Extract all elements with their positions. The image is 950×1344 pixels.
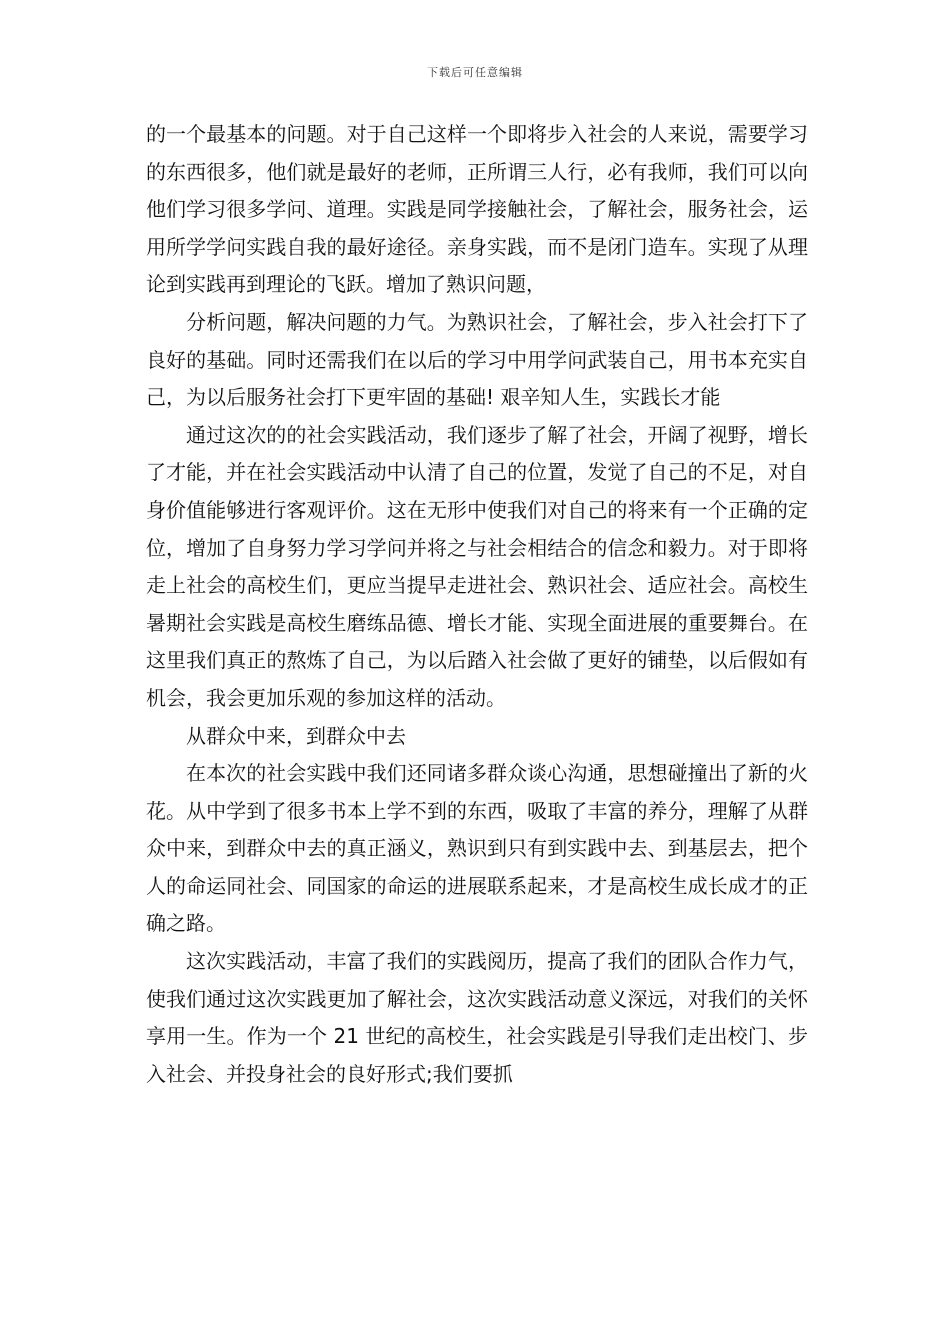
paragraph-4: 在本次的社会实践中我们还同诸多群众谈心沟通，思想碰撞出了新的火花。从中学到了很多书本上学不到的东西，吸取了丰富的养分，理解了从群众中来，到群众中去的真正涵义，熟识到只有到实践中去、到基层去，把个人的命运同社会、同国家的命运的进展联系起来，才是高校生成长成才的正确之路。 (146, 761, 808, 936)
document-body (146, 116, 808, 1093)
section-heading: 从群众中来，到群众中去 (186, 723, 406, 748)
paragraph-1: 的一个最基本的问题。对于自己这样一个即将步入社会的人来说，需要学习的东西很多，他们就是最好的老师，正所谓三人行，必有我师，我们可以向他们学习很多学问、道理。实践是同学接触社会，了解社会，服务社会，运用所学学问实践自我的最好途径。亲身实践，而不是闭门造车。实现了从理论到实践再到理论的飞跃。增加了熟识问题， (146, 122, 808, 297)
paragraph-5: 这次实践活动，丰富了我们的实践阅历，提高了我们的团队合作力气，使我们通过这次实践更加了解社会，这次实践活动意义深远，对我们的关怀享用一生。作为一个 21 世纪的高校生，社会实践是引导我们走出校门、步入社会、并投身社会的良好形式;我们要抓 (146, 949, 808, 1086)
paragraph-2: 分析问题，解决问题的力气。为熟识社会，了解社会，步入社会打下了良好的基础。同时还需我们在以后的学习中用学问武装自己，用书本充实自己，为以后服务社会打下更牢固的基础! 艰辛知人生，实践长才能 (146, 309, 808, 410)
paragraph-3: 通过这次的的社会实践活动，我们逐步了解了社会，开阔了视野，增长了才能，并在社会实践活动中认清了自己的位置，发觉了自己的不足，对自身价值能够进行客观评价。这在无形中使我们对自己的将来有一个正确的定位，增加了自身努力学习学问并将之与社会相结合的信念和毅力。对于即将走上社会的高校生们，更应当提早走进社会、熟识社会、适应社会。高校生暑期社会实践是高校生磨练品德、增长才能、实现全面进展的重要舞台。在这里我们真正的熬炼了自己，为以后踏入社会做了更好的铺垫，以后假如有机会，我会更加乐观的参加这样的活动。 (146, 422, 808, 710)
header-note: 下载后可任意编辑 (427, 66, 523, 79)
